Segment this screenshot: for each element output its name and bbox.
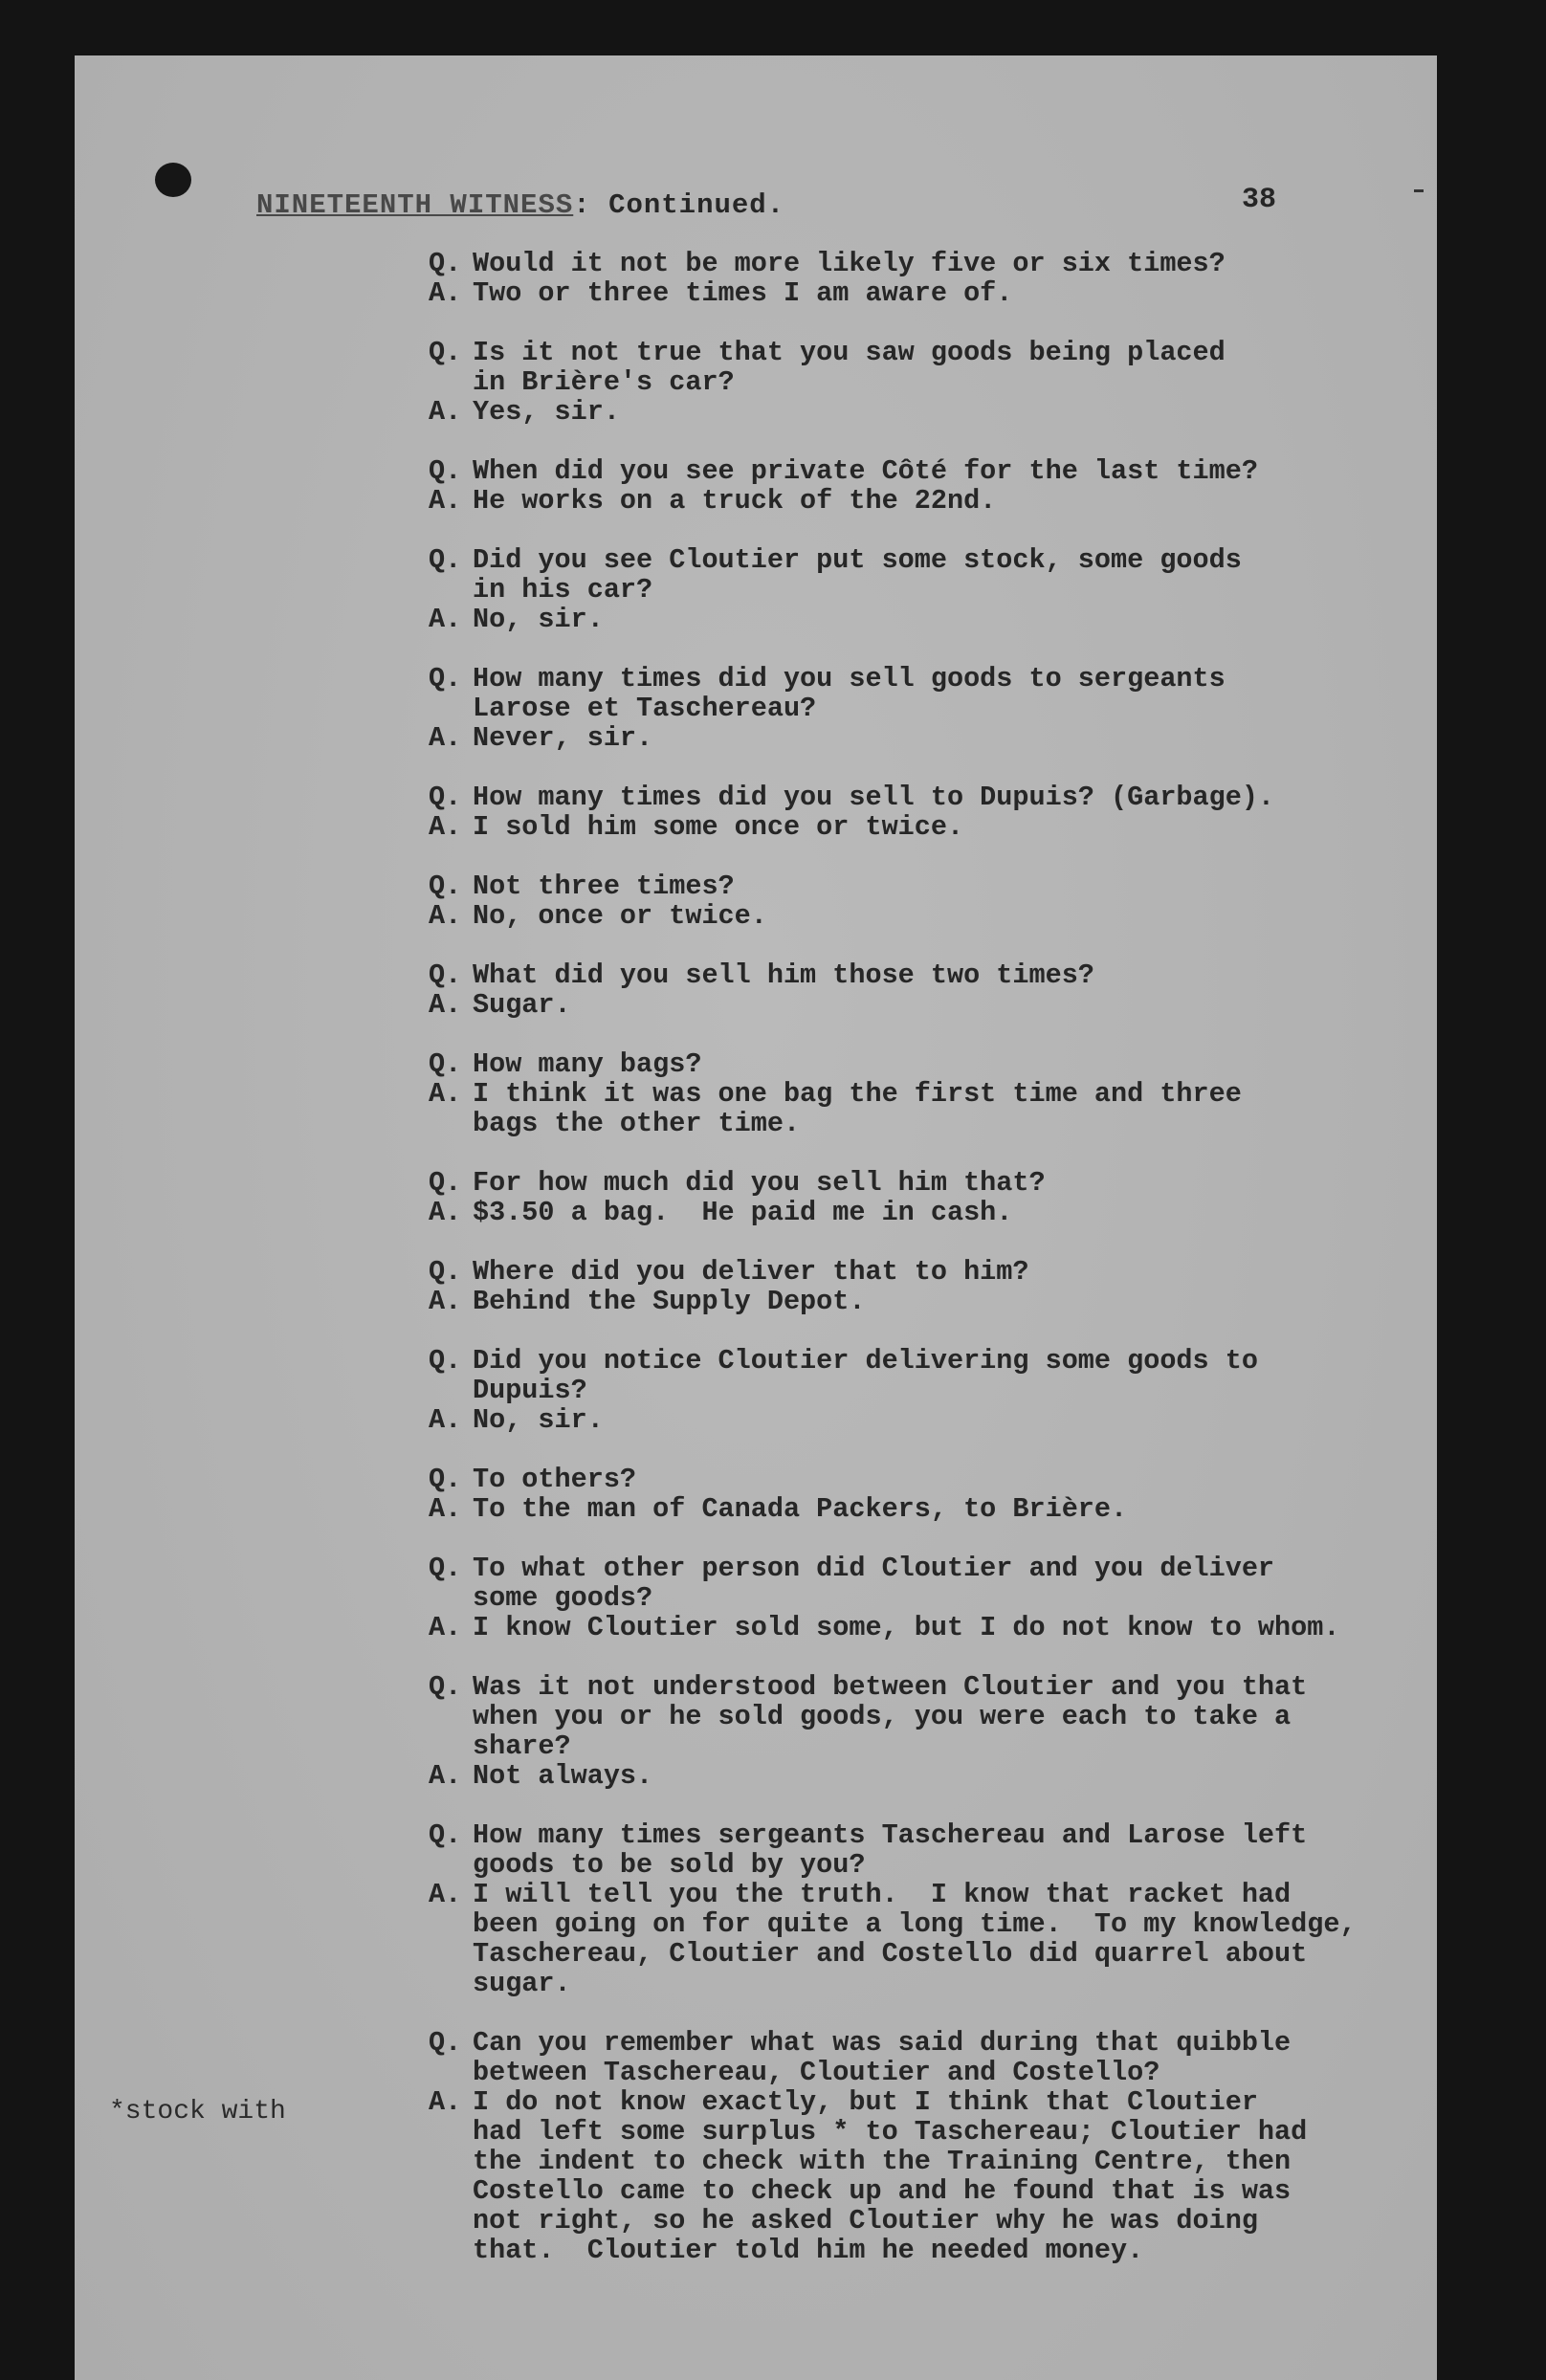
- answer-line-text: No, once or twice.: [473, 900, 767, 932]
- question-marker: [429, 1850, 473, 1880]
- answer-line-text: He works on a truck of the 22nd.: [473, 485, 997, 517]
- answer-line-text: I sold him some once or twice.: [473, 811, 964, 843]
- answer-line: [429, 812, 1424, 842]
- answer-marker: A.: [429, 722, 462, 754]
- qa-block: [429, 1168, 1424, 1227]
- question-line: [429, 1376, 1424, 1405]
- header-suffix: : Continued.: [573, 189, 785, 221]
- qa-block: [429, 1465, 1424, 1524]
- answer-line-text: Behind the Supply Depot.: [473, 1286, 866, 1317]
- answer-marker: [429, 1109, 473, 1138]
- answer-marker: A.: [429, 277, 462, 309]
- question-marker: Q.: [429, 870, 462, 902]
- answer-line-text: I do not know exactly, but I think that Cloutier: [473, 2086, 1258, 2118]
- answer-line-text: the indent to check with the Training Centre, then: [473, 2146, 1292, 2177]
- question-line: [429, 338, 1424, 367]
- witness-label: NINETEENTH WITNESS: [256, 189, 574, 221]
- qa-block: [429, 1672, 1424, 1791]
- page-header: [256, 189, 784, 221]
- question-marker: Q.: [429, 663, 462, 694]
- answer-line: [429, 1761, 1424, 1791]
- question-line: [429, 960, 1424, 990]
- answer-line-text: Taschereau, Cloutier and Costello did quarrel about: [473, 1938, 1308, 1970]
- question-marker: Q.: [429, 2027, 462, 2059]
- question-line: [429, 1346, 1424, 1376]
- question-line: [429, 1850, 1424, 1880]
- spacer: [429, 1227, 1424, 1257]
- answer-line: [429, 1909, 1424, 1939]
- answer-line-text: Two or three times I am aware of.: [473, 277, 1013, 309]
- qa-block: [429, 1257, 1424, 1316]
- answer-line: [429, 2206, 1424, 2236]
- answer-line: [429, 1939, 1424, 1969]
- answer-line: [429, 2087, 1424, 2117]
- qa-block: [429, 338, 1424, 427]
- answer-line: [429, 1969, 1424, 1998]
- spacer: [429, 1642, 1424, 1672]
- answer-line: [429, 2117, 1424, 2147]
- question-line: [429, 1257, 1424, 1287]
- qa-block: [429, 456, 1424, 516]
- question-line-text: How many times did you sell to Dupuis? (Garbage).: [473, 782, 1275, 813]
- qa-block: [429, 960, 1424, 1020]
- answer-line-text: Costello came to check up and he found that is was: [473, 2175, 1292, 2207]
- question-line-text: Was it not understood between Cloutier and you that: [473, 1671, 1308, 1703]
- question-line-text: in his car?: [473, 574, 653, 606]
- answer-line: [429, 1880, 1424, 1909]
- question-line-text: Can you remember what was said during that quibble: [473, 2027, 1292, 2059]
- question-line-text: What did you sell him those two times?: [473, 959, 1094, 991]
- question-marker: Q.: [429, 248, 462, 279]
- question-line-text: between Taschereau, Cloutier and Costello?: [473, 2057, 1160, 2088]
- margin-note: *stock with: [109, 2097, 286, 2127]
- answer-marker: A.: [429, 1493, 462, 1525]
- question-marker: Q.: [429, 959, 462, 991]
- answer-line-text: Yes, sir.: [473, 396, 620, 428]
- answer-marker: [429, 2236, 473, 2265]
- qa-block: [429, 545, 1424, 634]
- question-marker: Q.: [429, 782, 462, 813]
- qa-block: [429, 1346, 1424, 1435]
- answer-marker: [429, 1939, 473, 1969]
- spacer: [429, 931, 1424, 960]
- page-number: 38: [1242, 184, 1277, 216]
- spacer: [429, 427, 1424, 456]
- spacer: [429, 1524, 1424, 1554]
- qa-block: [429, 249, 1424, 308]
- spacer: [429, 1998, 1424, 2028]
- answer-line: [429, 1109, 1424, 1138]
- answer-marker: A.: [429, 396, 462, 428]
- qa-block: [429, 664, 1424, 753]
- question-marker: [429, 575, 473, 605]
- question-line: [429, 545, 1424, 575]
- question-marker: Q.: [429, 337, 462, 368]
- question-line: [429, 1049, 1424, 1079]
- question-marker: [429, 2058, 473, 2087]
- question-line: [429, 249, 1424, 278]
- answer-marker: A.: [429, 1760, 462, 1792]
- question-marker: Q.: [429, 1167, 462, 1199]
- question-line-text: To others?: [473, 1464, 637, 1495]
- answer-line-text: been going on for quite a long time. To my knowledge,: [473, 1908, 1357, 1940]
- question-line: [429, 1168, 1424, 1198]
- spacer: [429, 308, 1424, 338]
- question-marker: Q.: [429, 1671, 462, 1703]
- qa-block: [429, 2028, 1424, 2265]
- answer-marker: [429, 2176, 473, 2206]
- answer-line: [429, 486, 1424, 516]
- question-line: [429, 871, 1424, 901]
- transcript: [429, 249, 1424, 2265]
- question-line: [429, 1554, 1424, 1583]
- answer-marker: A.: [429, 811, 462, 843]
- answer-line-text: bags the other time.: [473, 1108, 801, 1139]
- question-line: [429, 782, 1424, 812]
- question-marker: Q.: [429, 544, 462, 576]
- answer-line-text: Sugar.: [473, 989, 571, 1021]
- answer-line-text: Not always.: [473, 1760, 653, 1792]
- question-line-text: in Brière's car?: [473, 366, 735, 398]
- question-marker: Q.: [429, 1464, 462, 1495]
- question-line: [429, 664, 1424, 694]
- spacer: [429, 1435, 1424, 1465]
- answer-marker: [429, 2206, 473, 2236]
- qa-block: [429, 782, 1424, 842]
- question-line-text: How many times sergeants Taschereau and Larose left: [473, 1819, 1308, 1851]
- answer-line: [429, 278, 1424, 308]
- spacer: [429, 842, 1424, 871]
- question-line-text: some goods?: [473, 1582, 653, 1614]
- answer-line: [429, 2147, 1424, 2176]
- spacer: [429, 1316, 1424, 1346]
- answer-line: [429, 605, 1424, 634]
- question-line-text: Not three times?: [473, 870, 735, 902]
- qa-block: [429, 1820, 1424, 1998]
- question-line: [429, 1702, 1424, 1731]
- question-marker: [429, 1731, 473, 1761]
- answer-marker: A.: [429, 1404, 462, 1436]
- answer-line: [429, 990, 1424, 1020]
- answer-marker: A.: [429, 1197, 462, 1228]
- question-line: [429, 1465, 1424, 1494]
- answer-line-text: had left some surplus * to Taschereau; Cloutier had: [473, 2116, 1308, 2148]
- question-marker: Q.: [429, 1256, 462, 1288]
- answer-marker: A.: [429, 1612, 462, 1643]
- question-line: [429, 1731, 1424, 1761]
- question-marker: Q.: [429, 455, 462, 487]
- spacer: [429, 634, 1424, 664]
- question-line-text: For how much did you sell him that?: [473, 1167, 1046, 1199]
- question-line: [429, 1820, 1424, 1850]
- question-marker: Q.: [429, 1048, 462, 1080]
- answer-line-text: No, sir.: [473, 1404, 604, 1436]
- answer-marker: A.: [429, 2086, 462, 2118]
- document-page: [75, 55, 1437, 2380]
- question-line: [429, 2058, 1424, 2087]
- answer-marker: A.: [429, 1286, 462, 1317]
- answer-marker: A.: [429, 989, 462, 1021]
- spacer: [429, 516, 1424, 545]
- qa-block: [429, 1554, 1424, 1642]
- question-marker: [429, 1702, 473, 1731]
- answer-marker: A.: [429, 1879, 462, 1910]
- answer-line: [429, 1287, 1424, 1316]
- spacer: [429, 753, 1424, 782]
- question-line-text: Where did you deliver that to him?: [473, 1256, 1029, 1288]
- spacer: [429, 1138, 1424, 1168]
- answer-line-text: $3.50 a bag. He paid me in cash.: [473, 1197, 1013, 1228]
- answer-marker: [429, 2117, 473, 2147]
- question-line-text: Is it not true that you saw goods being placed: [473, 337, 1226, 368]
- page-mark: [1414, 189, 1424, 192]
- punch-hole: [155, 163, 191, 197]
- spacer: [429, 1020, 1424, 1049]
- question-marker: [429, 1583, 473, 1613]
- question-line-text: Dupuis?: [473, 1375, 587, 1406]
- spacer: [429, 1791, 1424, 1820]
- question-marker: Q.: [429, 1819, 462, 1851]
- answer-line: [429, 2176, 1424, 2206]
- answer-line-text: I will tell you the truth. I know that racket had: [473, 1879, 1292, 1910]
- question-line-text: When did you see private Côté for the last time?: [473, 455, 1258, 487]
- answer-marker: A.: [429, 900, 462, 932]
- question-line: [429, 1672, 1424, 1702]
- question-line-text: when you or he sold goods, you were each to take a: [473, 1701, 1292, 1732]
- question-line-text: Did you notice Cloutier delivering some goods to: [473, 1345, 1258, 1377]
- question-marker: Q.: [429, 1345, 462, 1377]
- question-line: [429, 367, 1424, 397]
- answer-line-text: Never, sir.: [473, 722, 653, 754]
- question-line-text: Did you see Cloutier put some stock, some goods: [473, 544, 1242, 576]
- question-line-text: To what other person did Cloutier and you deliver: [473, 1553, 1275, 1584]
- question-marker: [429, 1376, 473, 1405]
- answer-line-text: To the man of Canada Packers, to Brière.: [473, 1493, 1128, 1525]
- question-line: [429, 456, 1424, 486]
- answer-marker: [429, 1909, 473, 1939]
- question-line-text: How many bags?: [473, 1048, 702, 1080]
- answer-marker: A.: [429, 1078, 462, 1110]
- answer-line: [429, 1079, 1424, 1109]
- answer-line: [429, 1613, 1424, 1642]
- answer-line: [429, 1198, 1424, 1227]
- answer-line-text: I know Cloutier sold some, but I do not know to whom.: [473, 1612, 1340, 1643]
- question-line-text: goods to be sold by you?: [473, 1849, 866, 1881]
- answer-line: [429, 397, 1424, 427]
- answer-line-text: not right, so he asked Cloutier why he was doing: [473, 2205, 1258, 2237]
- qa-block: [429, 871, 1424, 931]
- question-line: [429, 1583, 1424, 1613]
- question-line-text: share?: [473, 1730, 571, 1762]
- answer-line-text: I think it was one bag the first time and three: [473, 1078, 1242, 1110]
- answer-marker: [429, 1969, 473, 1998]
- answer-line-text: No, sir.: [473, 604, 604, 635]
- qa-block: [429, 1049, 1424, 1138]
- question-marker: Q.: [429, 1553, 462, 1584]
- answer-line: [429, 1494, 1424, 1524]
- answer-line: [429, 2236, 1424, 2265]
- question-line-text: Would it not be more likely five or six times?: [473, 248, 1226, 279]
- answer-line: [429, 723, 1424, 753]
- answer-line: [429, 901, 1424, 931]
- answer-line-text: that. Cloutier told him he needed money.: [473, 2235, 1144, 2266]
- question-line-text: Larose et Taschereau?: [473, 693, 817, 724]
- question-line-text: How many times did you sell goods to sergeants: [473, 663, 1226, 694]
- answer-marker: [429, 2147, 473, 2176]
- question-line: [429, 2028, 1424, 2058]
- answer-line-text: sugar.: [473, 1968, 571, 1999]
- question-line: [429, 694, 1424, 723]
- question-marker: [429, 367, 473, 397]
- answer-line: [429, 1405, 1424, 1435]
- question-line: [429, 575, 1424, 605]
- answer-marker: A.: [429, 485, 462, 517]
- answer-marker: A.: [429, 604, 462, 635]
- question-marker: [429, 694, 473, 723]
